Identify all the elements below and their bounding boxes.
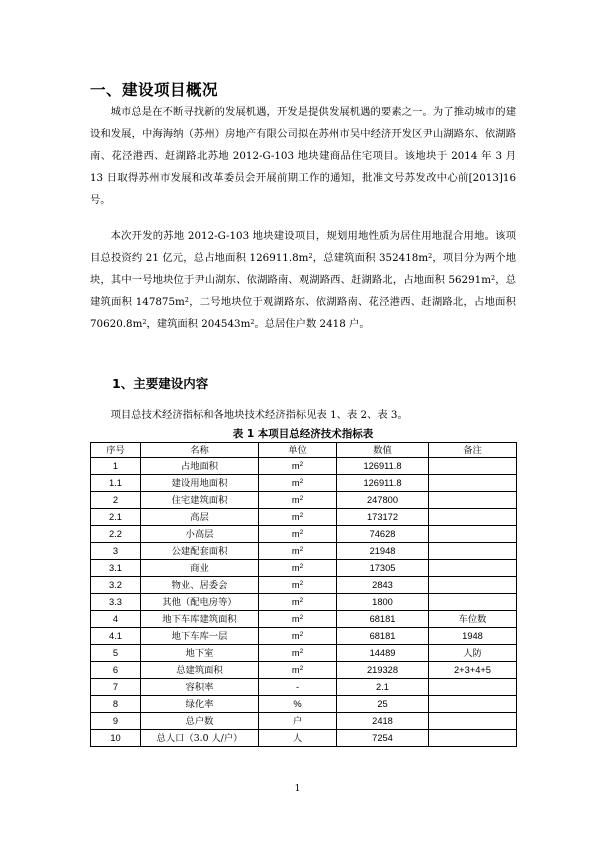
cell-unit	[259, 560, 337, 577]
cell-no	[91, 679, 141, 696]
cell-unit	[259, 628, 337, 645]
cell-unit-text: m	[291, 647, 300, 658]
cell-no	[91, 458, 141, 475]
para2-text: ，总建筑面积 352418m	[312, 252, 429, 264]
cell-unit-text: m	[291, 511, 300, 522]
cell-unit-text: -	[295, 681, 300, 692]
cell-unit	[259, 645, 337, 662]
table-row	[91, 560, 517, 577]
cell-name-text: 其他（配电房等）	[162, 596, 237, 608]
cell-unit-text: m	[291, 460, 300, 471]
unit-superscript: 2	[299, 562, 304, 570]
table-row	[91, 662, 517, 679]
cell-unit-text: m	[291, 477, 300, 488]
cell-note-text: 1948	[462, 630, 483, 641]
cell-name	[141, 594, 259, 611]
para2-text: ，总建筑面积 147875m	[90, 274, 517, 308]
cell-note-text: 人防	[463, 647, 482, 658]
table-row	[91, 713, 517, 730]
cell-name	[141, 730, 259, 747]
paragraph-project-scale	[90, 225, 516, 335]
unit-superscript: 2	[299, 528, 304, 536]
para2-text: 本次开发的苏地 2012-G-103 地块建设项目，规划用地性质为居住用地混合用地。该项目总投资约 21 亿元，总占地面积 126911.8m	[90, 230, 516, 264]
cell-unit-text: m	[291, 545, 300, 556]
cell-no-text: 4.1	[109, 630, 122, 641]
table-row	[91, 730, 517, 747]
cell-value	[337, 543, 429, 560]
cell-value	[337, 577, 429, 594]
cell-name	[141, 679, 259, 696]
cell-value	[337, 509, 429, 526]
cell-unit-text: m	[291, 494, 300, 505]
cell-name	[141, 543, 259, 560]
table-row	[91, 628, 517, 645]
cell-note	[429, 509, 517, 526]
cell-no	[91, 730, 141, 747]
cell-name-text: 住宅建筑面积	[171, 494, 228, 506]
cell-note	[429, 475, 517, 492]
cell-no-text: 8	[112, 698, 119, 709]
unit-superscript: 2	[299, 647, 304, 655]
cell-value-text: 74628	[369, 528, 396, 539]
cell-no-text: 5	[112, 647, 119, 658]
table-header-row	[91, 443, 517, 458]
cell-note	[429, 492, 517, 509]
cell-no-text: 4	[112, 613, 119, 624]
page-number: 1	[294, 784, 301, 794]
para2-text: ，项目分为两个地块，其中一号地块位于尹山湖东、依湖路南、观湖路西、赶湖路北，占地面积 56291m	[90, 252, 516, 286]
cell-name	[141, 662, 259, 679]
cell-name	[141, 492, 259, 509]
cell-unit-text: %	[293, 698, 302, 709]
cell-value-text: 68181	[369, 613, 396, 624]
unit-superscript: 2	[299, 477, 304, 485]
cell-value-text: 1800	[372, 596, 393, 607]
cell-no	[91, 594, 141, 611]
cell-no-text: 6	[112, 664, 119, 675]
cell-name	[141, 696, 259, 713]
table-body	[91, 458, 517, 747]
cell-value-text: 7254	[372, 732, 393, 743]
cell-value-text: 17305	[369, 562, 396, 573]
cell-unit	[259, 577, 337, 594]
cell-unit-text: m	[291, 613, 300, 624]
cell-name-text: 物业、居委会	[171, 579, 228, 591]
table-row	[91, 645, 517, 662]
superscript: 2	[428, 252, 433, 260]
cell-no	[91, 509, 141, 526]
table-row	[91, 696, 517, 713]
cell-name	[141, 577, 259, 594]
superscript: 2	[250, 318, 255, 326]
cell-unit	[259, 662, 337, 679]
cell-note	[429, 560, 517, 577]
cell-value-text: 2843	[372, 579, 393, 590]
table-row	[91, 458, 517, 475]
table-intro-text: 项目总技术经济指标和各地块技术经济指标见表 1、表 2、表 3。	[110, 409, 408, 421]
table-row	[91, 475, 517, 492]
cell-name-text: 总建筑面积	[176, 664, 223, 676]
cell-unit	[259, 713, 337, 730]
cell-no-text: 1.1	[109, 477, 122, 488]
table-row	[91, 577, 517, 594]
cell-value-text: 219328	[366, 664, 399, 675]
header-cell-value: 数值	[337, 443, 429, 458]
cell-note	[429, 458, 517, 475]
cell-no-text: 2	[112, 494, 119, 505]
unit-superscript: 2	[299, 630, 304, 638]
cell-value-text: 14489	[369, 647, 396, 658]
cell-value	[337, 679, 429, 696]
economic-indicators-table	[90, 442, 517, 747]
cell-no-text: 9	[112, 715, 119, 726]
header-cell-note: 备注	[429, 443, 517, 458]
cell-name-text: 小高层	[185, 528, 214, 540]
cell-unit-text: m	[291, 630, 300, 641]
superscript: 2	[490, 274, 496, 282]
cell-no-text: 3.2	[109, 579, 122, 590]
cell-unit	[259, 526, 337, 543]
cell-value	[337, 492, 429, 509]
cell-name	[141, 611, 259, 628]
para2-text: ，建筑面积 204543m	[146, 318, 251, 330]
cell-unit-text: 人	[292, 732, 303, 743]
unit-superscript: 2	[299, 596, 304, 604]
cell-note	[429, 696, 517, 713]
cell-note	[429, 645, 517, 662]
cell-name-text: 绿化率	[185, 698, 214, 710]
cell-unit	[259, 543, 337, 560]
cell-no	[91, 713, 141, 730]
section-title: 一、建设项目概况	[90, 81, 219, 99]
cell-no	[91, 560, 141, 577]
cell-name-text: 商业	[190, 562, 209, 574]
cell-note	[429, 577, 517, 594]
cell-value-text: 2418	[372, 715, 393, 726]
cell-no-text: 7	[112, 681, 119, 692]
cell-no-text: 10	[110, 732, 121, 743]
cell-name	[141, 509, 259, 526]
cell-no	[91, 628, 141, 645]
subsection-title: 1、主要建设内容	[112, 376, 209, 391]
cell-name-text: 高层	[190, 511, 209, 523]
cell-value	[337, 662, 429, 679]
cell-no-text: 2.1	[109, 511, 122, 522]
table-caption: 表 1 本项目总经济技术指标表	[232, 428, 374, 440]
superscript: 2	[142, 318, 147, 326]
unit-superscript: 2	[299, 579, 304, 587]
cell-note-text: 2+3+4+5	[454, 664, 491, 675]
cell-no	[91, 645, 141, 662]
cell-note-text: 车位数	[458, 613, 487, 624]
cell-no-text: 3.1	[109, 562, 122, 573]
cell-name	[141, 458, 259, 475]
cell-value-text: 173172	[366, 511, 399, 522]
cell-unit	[259, 730, 337, 747]
cell-unit	[259, 696, 337, 713]
cell-name	[141, 526, 259, 543]
cell-value-text: 126911.8	[363, 477, 402, 488]
cell-name	[141, 713, 259, 730]
cell-value	[337, 594, 429, 611]
cell-note	[429, 662, 517, 679]
header-cell-name: 名称	[141, 443, 259, 458]
paragraph-project-background: 城市总是在不断寻找新的发展机遇，开发是提供发展机遇的要素之一。为了推动城市的建设和发展，中海海纳（苏州）房地产有限公司拟在苏州市吴中经济开发区尹山湖路东、依湖路南、花泾港西、赶湖路北苏地 2012-G-103 地块建商品住宅项目。该地块于 2014 年 3 月 13 日取得苏州市发展和改革委员会开展前期工作的通知，批准文号苏发改中心前[2013]16 号。	[90, 106, 516, 206]
cell-unit-text: m	[291, 579, 300, 590]
cell-value	[337, 526, 429, 543]
cell-unit	[259, 475, 337, 492]
cell-name	[141, 560, 259, 577]
cell-name-text: 地下车库一层	[171, 630, 228, 642]
unit-superscript: 2	[299, 494, 304, 502]
superscript: 2	[184, 296, 189, 304]
cell-name-text: 总人口（3.0 人/户）	[156, 732, 243, 744]
cell-name	[141, 475, 259, 492]
cell-value	[337, 475, 429, 492]
header-cell-no: 序号	[91, 443, 141, 458]
cell-note	[429, 730, 517, 747]
superscript: 2	[308, 252, 313, 260]
table-row	[91, 594, 517, 611]
table-row	[91, 611, 517, 628]
cell-no	[91, 611, 141, 628]
cell-note	[429, 526, 517, 543]
cell-name	[141, 628, 259, 645]
cell-note	[429, 543, 517, 560]
cell-unit-text: m	[291, 596, 300, 607]
cell-no-text: 3	[112, 545, 119, 556]
cell-value-text: 68181	[369, 630, 396, 641]
cell-unit	[259, 458, 337, 475]
cell-name-text: 地下室	[185, 647, 214, 659]
cell-name-text: 占地面积	[180, 460, 219, 472]
cell-value	[337, 730, 429, 747]
cell-value	[337, 713, 429, 730]
cell-value-text: 25	[377, 698, 388, 709]
table-row	[91, 543, 517, 560]
unit-superscript: 2	[299, 460, 304, 468]
cell-name-text: 公建配套面积	[171, 545, 228, 557]
cell-value	[337, 560, 429, 577]
cell-no	[91, 696, 141, 713]
cell-value	[337, 628, 429, 645]
cell-unit	[259, 509, 337, 526]
cell-note	[429, 713, 517, 730]
unit-superscript: 2	[299, 664, 304, 672]
cell-name-text: 地下车库建筑面积	[162, 613, 237, 625]
cell-unit	[259, 492, 337, 509]
cell-unit	[259, 611, 337, 628]
cell-name-text: 总户数	[185, 715, 214, 727]
cell-no-text: 3.3	[109, 596, 122, 607]
cell-unit-text: m	[291, 562, 300, 573]
unit-superscript: 2	[299, 511, 304, 519]
cell-note	[429, 611, 517, 628]
cell-no	[91, 526, 141, 543]
cell-name-text: 容积率	[185, 681, 214, 693]
cell-name-text: 建设用地面积	[171, 477, 228, 489]
unit-superscript: 2	[299, 545, 304, 553]
cell-no	[91, 492, 141, 509]
cell-no	[91, 475, 141, 492]
cell-no	[91, 577, 141, 594]
table-row	[91, 526, 517, 543]
cell-no-text: 1	[112, 460, 119, 471]
cell-value-text: 21948	[369, 545, 396, 556]
table-row	[91, 679, 517, 696]
table-row	[91, 492, 517, 509]
cell-unit	[259, 594, 337, 611]
cell-unit-text: m	[291, 664, 300, 675]
cell-value	[337, 611, 429, 628]
cell-no	[91, 543, 141, 560]
cell-value-text: 2.1	[376, 681, 389, 692]
cell-unit-text: m	[291, 528, 300, 539]
cell-value	[337, 645, 429, 662]
cell-value-text: 126911.8	[363, 460, 402, 471]
cell-note	[429, 594, 517, 611]
cell-value	[337, 696, 429, 713]
header-cell-unit: 单位	[259, 443, 337, 458]
cell-note	[429, 628, 517, 645]
para2-text: 。总居住户数 2418 户。	[254, 318, 370, 330]
para2-text: ，二号地块位于观湖路东、依湖路南、花泾港西、赶湖路北，占地面积 70620.8m	[90, 296, 516, 330]
cell-unit-text: 户	[292, 715, 303, 726]
table-row	[91, 509, 517, 526]
cell-name	[141, 645, 259, 662]
cell-note	[429, 679, 517, 696]
unit-superscript: 2	[299, 613, 304, 621]
cell-unit	[259, 679, 337, 696]
cell-value	[337, 458, 429, 475]
cell-value-text: 247800	[366, 494, 399, 505]
cell-no-text: 2.2	[109, 528, 122, 539]
cell-no	[91, 662, 141, 679]
